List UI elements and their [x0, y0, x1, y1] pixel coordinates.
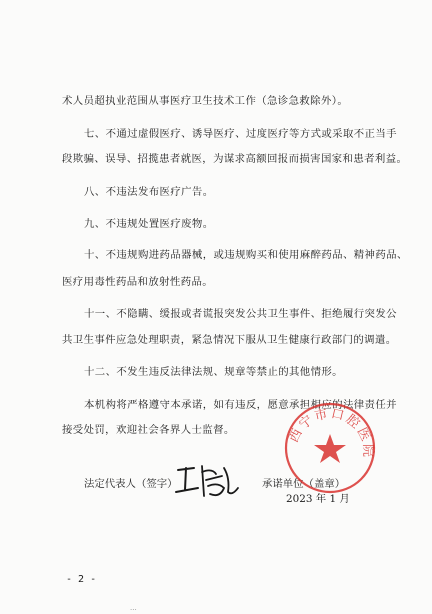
handwritten-signature [172, 458, 242, 502]
pledging-unit-label: 承诺单位（盖章） [262, 478, 346, 490]
item-9: 九、不违规处置医疗废物。 [84, 218, 214, 230]
page-number: - 2 - [66, 574, 97, 585]
closing-line-2: 接受处罚，欢迎社会各界人士监督。 [62, 424, 235, 436]
official-seal [282, 400, 378, 496]
date: 2023 年 1 月 [286, 493, 350, 505]
item-12: 十二、不发生违反法律法规、规章等禁止的其他情形。 [84, 366, 343, 378]
item-8: 八、不违法发布医疗广告。 [84, 186, 214, 198]
edge-mark: ··· [130, 606, 137, 614]
text-line: 术人员超执业范围从事医疗卫生技术工作（急诊急救除外）。 [62, 95, 349, 107]
item-11-line-2: 共卫生事件应急处理职责，紧急情况下服从卫生健康行政部门的调遣。 [62, 334, 397, 346]
item-7-line-1: 七、不通过虚假医疗、诱导医疗、过度医疗等方式或采取不正当手 [84, 128, 397, 140]
svg-text:西宁市口腔医院: 西宁市口腔医院 [286, 406, 376, 460]
item-10-line-1: 十、不违规购进药品器械，或违规购买和使用麻醉药品、精神药品、 [84, 249, 408, 261]
item-10-line-2: 医疗用毒性药品和放射性药品。 [62, 276, 214, 288]
closing-line-1: 本机构将严格遵守本承诺，如有违反，愿意承担相应的法律责任并 [84, 399, 397, 411]
legal-representative-label: 法定代表人（签字） [84, 478, 178, 490]
item-7-line-2: 段欺骗、误导、招揽患者就医，为谋求高额回报而损害国家和患者利益。 [62, 153, 408, 165]
item-11-line-1: 十一、不隐瞒、缓报或者谎报突发公共卫生事件、拒绝履行突发公 [84, 308, 397, 320]
